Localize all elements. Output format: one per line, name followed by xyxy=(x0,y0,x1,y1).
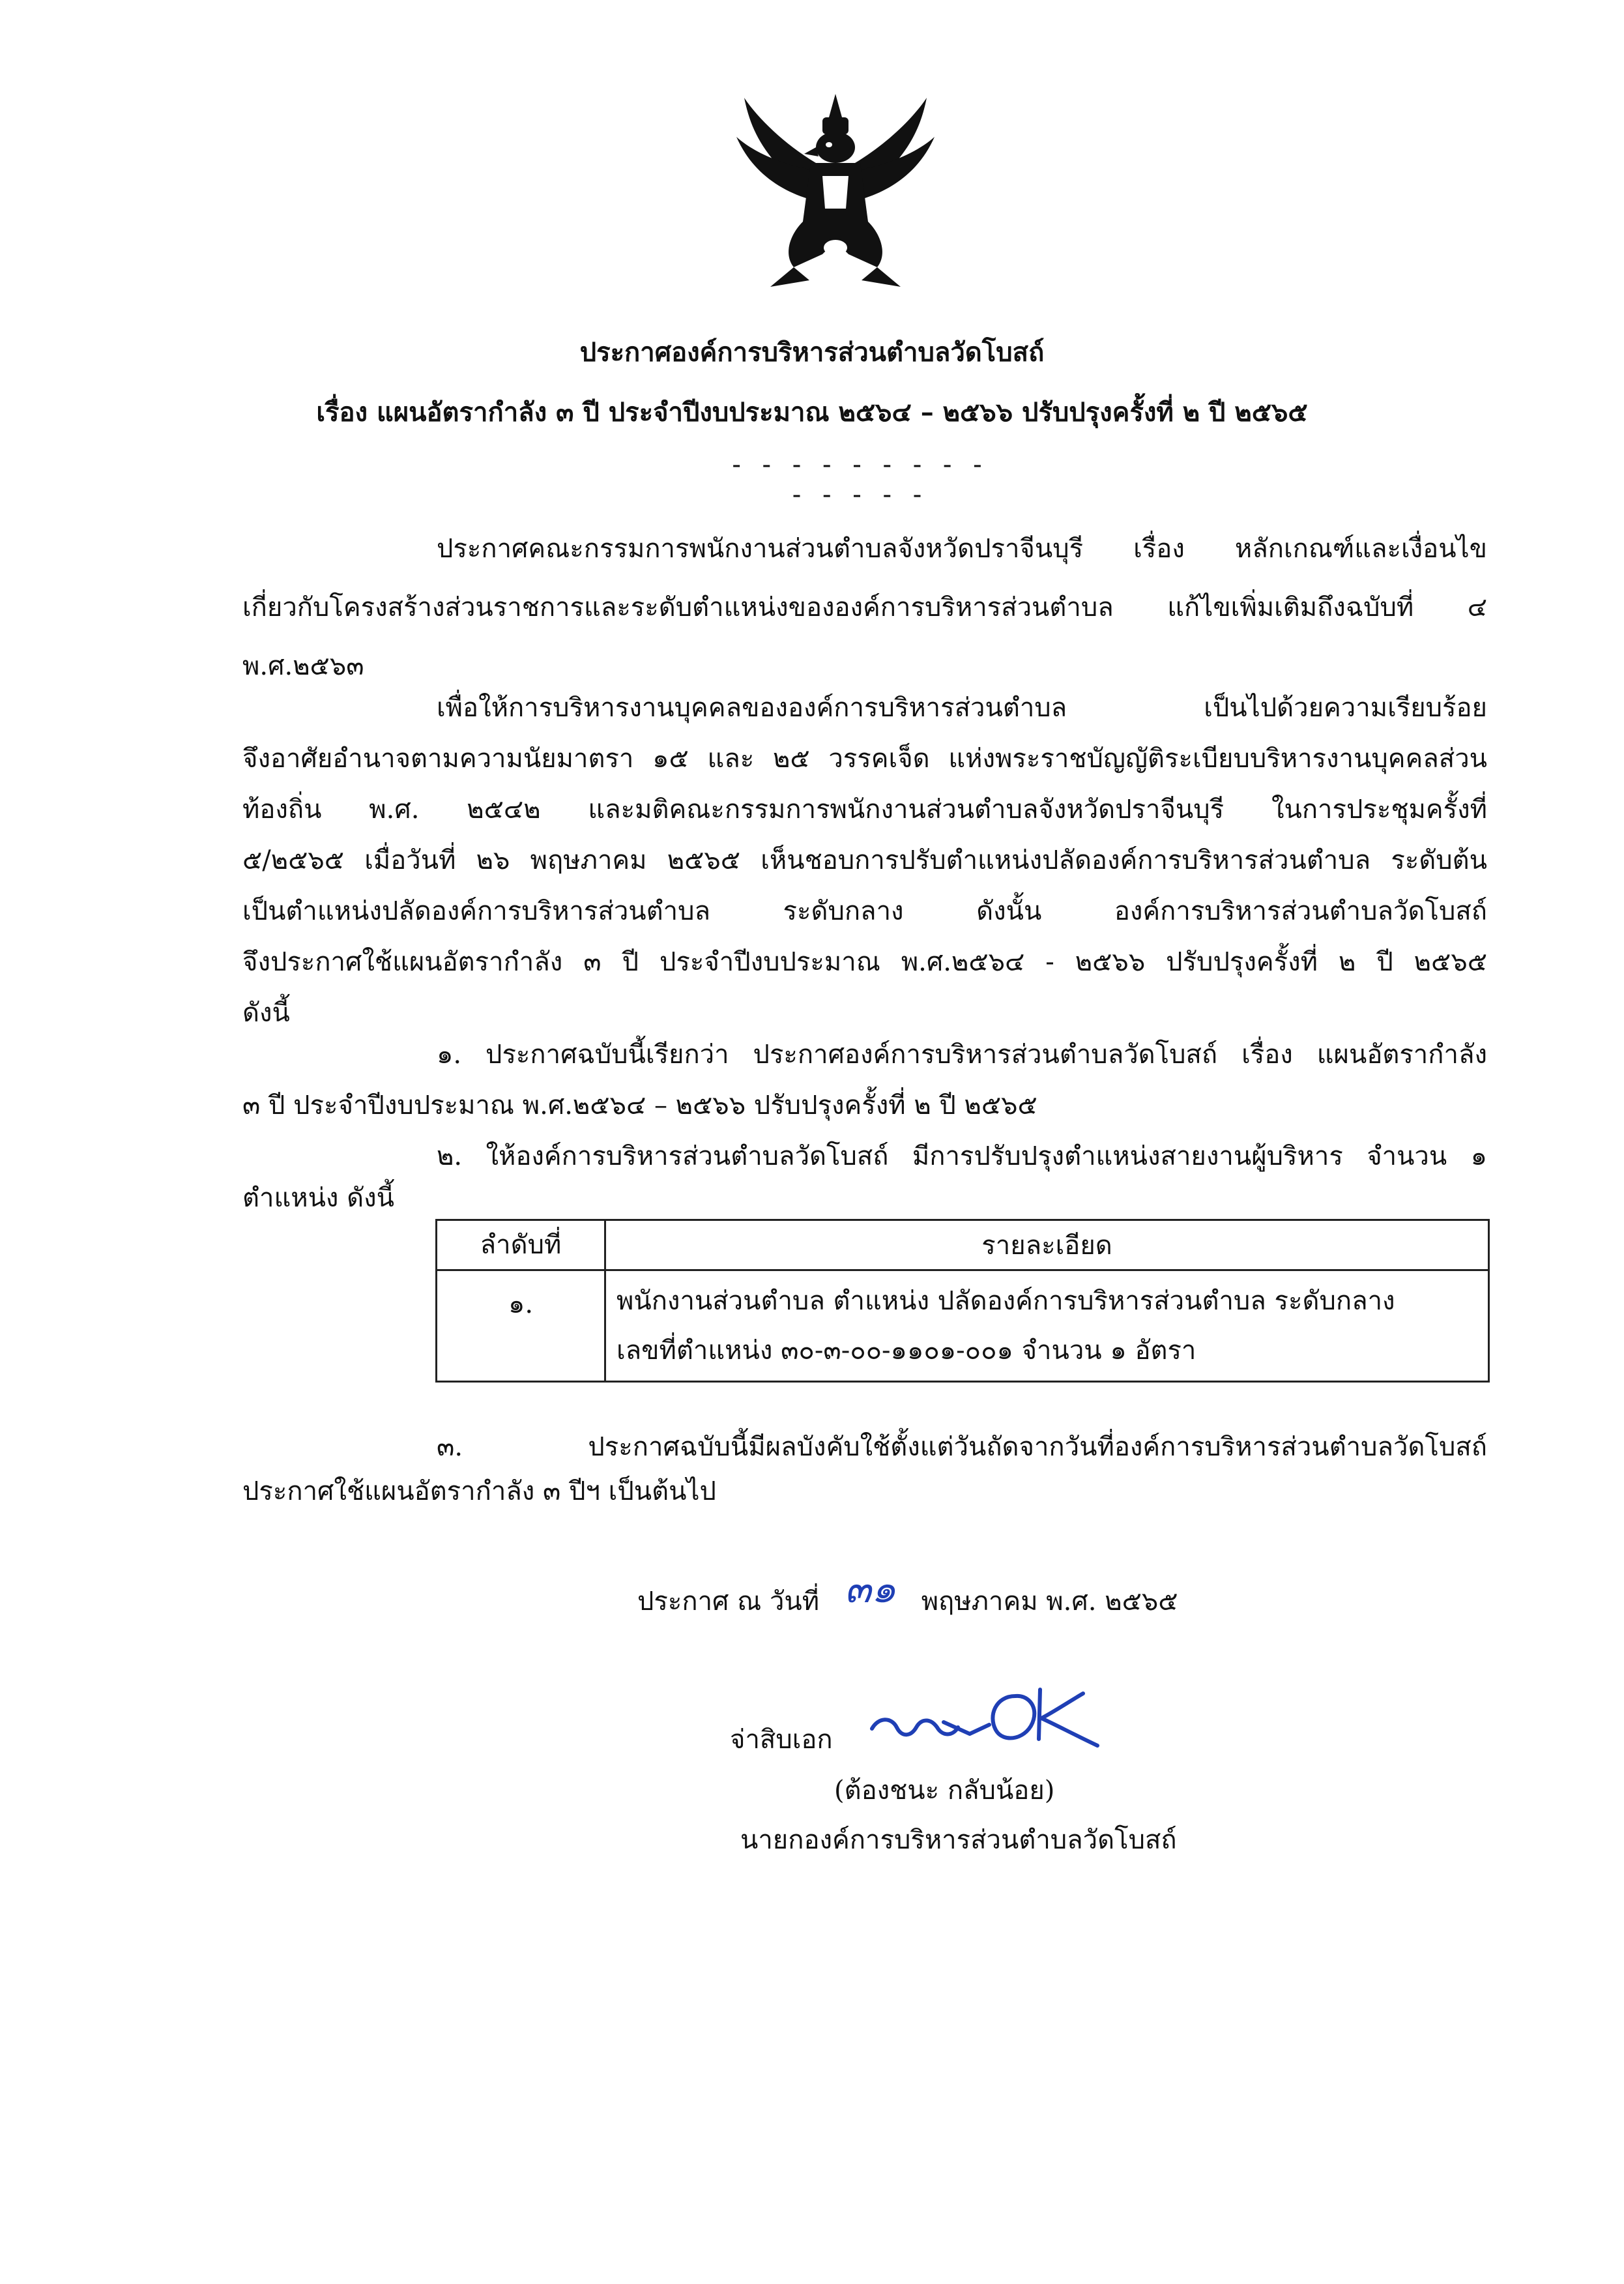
title-divider: - - - - - - - - - - - - - - xyxy=(732,450,989,510)
signer-rank: จ่าสิบเอก xyxy=(730,1725,833,1755)
signer-position: นายกองค์การบริหารส่วนตำบลวัดโบสถ์ xyxy=(740,1825,1177,1855)
item-3-line: ๓. ประกาศฉบับนี้มีผลบังคับใช้ตั้งแต่วันถัดจากวันที่องค์การบริหารส่วนตำบลวัดโบสถ์ xyxy=(437,1432,1487,1462)
item-1-line: ๑. ประกาศฉบับนี้เรียกว่า ประกาศองค์การบริหารส่วนตำบลวัดโบสถ์ เรื่อง แผนอัตรากำลัง xyxy=(437,1040,1487,1070)
paragraph-2-line: จึงอาศัยอำนาจตามความนัยมาตรา ๑๕ และ ๒๕ วรรคเจ็ด แห่งพระราชบัญญัติระเบียบบริหารงานบุคคลส่วน xyxy=(242,744,1487,774)
document-subject: เรื่อง แผนอัตรากำลัง ๓ ปี ประจำปีงบประมาณ ๒๕๖๔ – ๒๕๖๖ ปรับปรุงครั้งที่ ๒ ปี ๒๕๖๕ xyxy=(316,397,1308,428)
item-3-line: ประกาศใช้แผนอัตรากำลัง ๓ ปีฯ เป็นต้นไป xyxy=(242,1476,716,1506)
row-detail xyxy=(605,1270,1489,1382)
paragraph-2-line: จึงประกาศใช้แผนอัตรากำลัง ๓ ปี ประจำปีงบประมาณ พ.ศ.๒๕๖๔ - ๒๕๖๖ ปรับปรุงครั้งที่ ๒ ปี ๒๕๖๕ xyxy=(242,947,1487,977)
date-day-handwritten: ๓๑ xyxy=(844,1566,896,1612)
paragraph-1-line: ประกาศคณะกรรมการพนักงานส่วนตำบลจังหวัดปราจีนบุรี เรื่อง หลักเกณฑ์และเงื่อนไข xyxy=(437,534,1487,564)
row-detail-line: พนักงานส่วนตำบล ตำแหน่ง ปลัดองค์การบริหารส่วนตำบล ระดับกลาง xyxy=(616,1286,1395,1316)
table-row xyxy=(437,1270,1489,1382)
paragraph-2-line: เป็นตำแหน่งปลัดองค์การบริหารส่วนตำบล ระดับกลาง ดังนั้น องค์การบริหารส่วนตำบลวัดโบสถ์ xyxy=(242,896,1487,926)
item-2-line: ตำแหน่ง ดังนี้ xyxy=(242,1183,395,1213)
document-title: ประกาศองค์การบริหารส่วนตำบลวัดโบสถ์ xyxy=(579,337,1045,368)
paragraph-1-line: พ.ศ.๒๕๖๓ xyxy=(242,651,364,681)
paragraph-2-line: ๕/๒๕๖๕ เมื่อวันที่ ๒๖ พฤษภาคม ๒๕๖๕ เห็นชอบการปรับตำแหน่งปลัดองค์การบริหารส่วนตำบล ระดับต้น xyxy=(242,845,1487,875)
position-table xyxy=(435,1219,1490,1383)
table-header-row xyxy=(437,1220,1489,1270)
paragraph-2-line: เพื่อให้การบริหารงานบุคคลขององค์การบริหารส่วนตำบล เป็นไปด้วยความเรียบร้อย xyxy=(437,693,1487,723)
item-1-line: ๓ ปี ประจำปีงบประมาณ พ.ศ.๒๕๖๔ – ๒๕๖๖ ปรับปรุงครั้งที่ ๒ ปี ๒๕๖๕ xyxy=(242,1091,1037,1120)
garuda-emblem-icon xyxy=(731,91,940,293)
column-header-detail: รายละเอียด xyxy=(605,1220,1489,1270)
column-header-no: ลำดับที่ xyxy=(437,1220,605,1270)
item-2-line: ๒. ให้องค์การบริหารส่วนตำบลวัดโบสถ์ มีการปรับปรุงตำแหน่งสายงานผู้บริหาร จำนวน ๑ xyxy=(437,1141,1487,1171)
handwritten-signature xyxy=(865,1676,1107,1755)
date-suffix: พฤษภาคม พ.ศ. ๒๕๖๕ xyxy=(921,1587,1178,1617)
announcement-date xyxy=(637,1566,1178,1628)
row-detail-line: เลขที่ตำแหน่ง ๓๐-๓-๐๐-๑๑๐๑-๐๐๑ จำนวน ๑ อัตรา xyxy=(616,1336,1196,1366)
date-prefix: ประกาศ ณ วันที่ xyxy=(637,1587,820,1617)
paragraph-1-line: เกี่ยวกับโครงสร้างส่วนราชการและระดับตำแหน่งขององค์การบริหารส่วนตำบล แก้ไขเพิ่มเติมถึงฉบับที่ ๔ xyxy=(242,593,1487,622)
paragraph-2-line: ดังนี้ xyxy=(242,998,290,1028)
paragraph-2-line: ท้องถิ่น พ.ศ. ๒๕๔๒ และมติคณะกรรมการพนักงานส่วนตำบลจังหวัดปราจีนบุรี ในการประชุมครั้งที่ xyxy=(242,795,1487,825)
row-number: ๑. xyxy=(437,1270,605,1382)
signer-name: (ต้องชนะ กลับน้อย) xyxy=(834,1776,1055,1806)
